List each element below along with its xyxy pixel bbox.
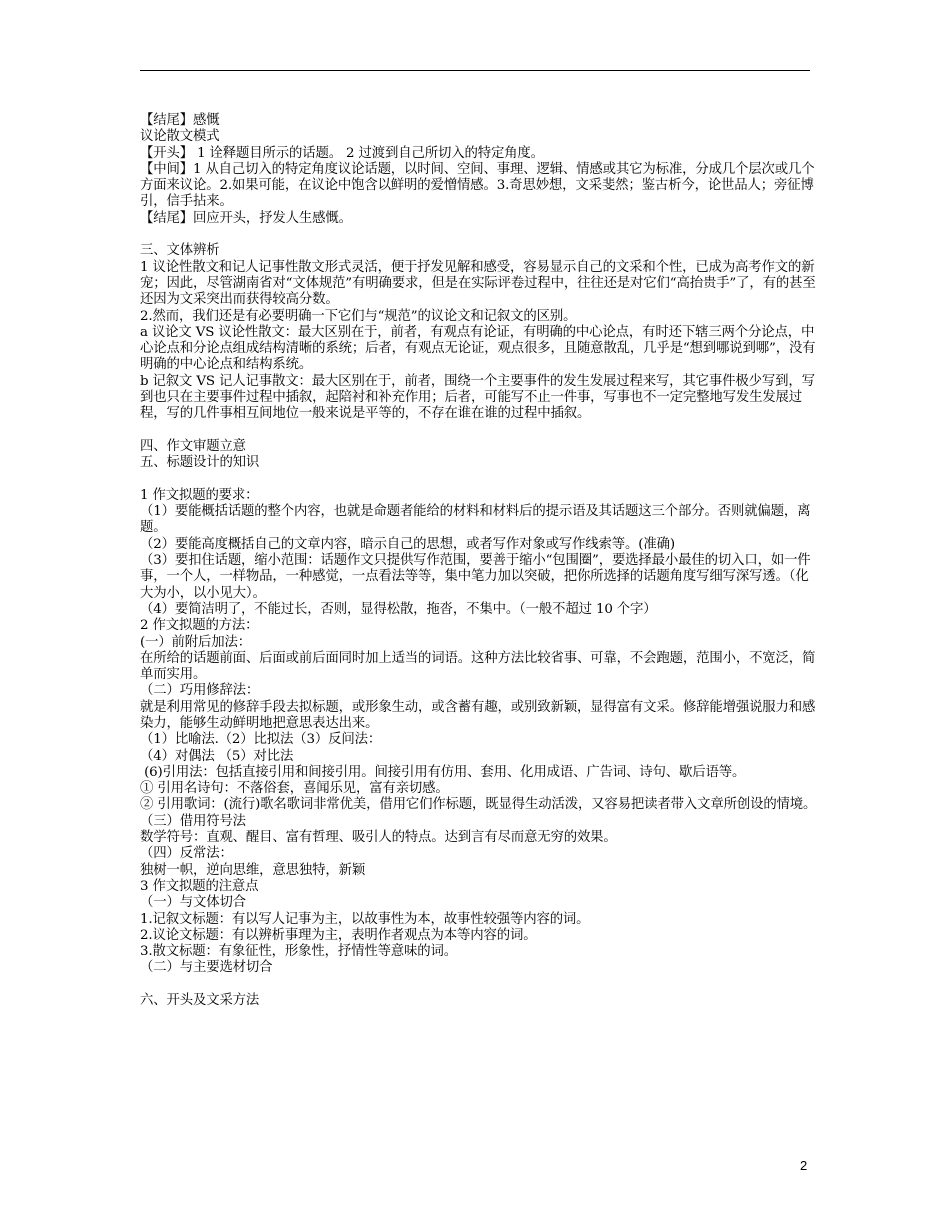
blank-line	[140, 227, 818, 243]
text-line: 就是利用常见的修辞手段去拟标题，或形象生动，或含蓄有趣，或别致新颖，显得富有文采。修辞能增强说服力和感染力，能够生动鲜明地把意思表达出来。	[140, 699, 816, 731]
text-line: 议论散文模式	[140, 129, 220, 145]
text-line: 2.议论文标题：有以辨析事理为主，表明作者观点为本等内容的词。	[140, 927, 537, 943]
text-line: 【开头】 1 诠释题目所示的话题。 2 过渡到自己所切入的特定角度。	[140, 145, 544, 161]
text-line: b 记叙文 VS 记人记事散文：最大区别在于，前者，围绕一个主要事件的发生发展过程来写，其它事件极少写到，写到也只在主要事件过程中插叙，起陪衬和补充作用；后者，可能写不止一件事，写事也不一定完整地写发生发展过程，写的几件事相互间地位一般来说是平等的，不存在谁在谁的过程中插叙。	[140, 373, 815, 422]
text-line: 【中间】1 从自己切入的特定角度议论话题，以时间、空间、事理、逻辑、情感或其它为标准，分成几个层次或几个方面来议论。2.如果可能，在议论中饱含以鲜明的爱憎情感。3.奇思妙想，文采斐然；鉴古析今，论世品人；旁征博引，信手拈来。	[140, 161, 815, 210]
text-line: 1 作文拟题的要求：	[140, 487, 259, 503]
text-line: （二）巧用修辞法：	[140, 683, 260, 699]
text-line: ① 引用名诗句：不落俗套，喜闻乐见，富有亲切感。	[140, 781, 449, 797]
text-line: （三）借用符号法	[140, 813, 246, 829]
text-line: (6)引用法：包括直接引用和间接引用。间接引用有仿用、套用、化用成语、广告词、诗句、歇后语等。	[140, 764, 746, 780]
text-line: （二）与主要选材切合	[140, 960, 273, 976]
blank-line	[140, 472, 818, 488]
text-line: ② 引用歌词：(流行)歌名歌词非常优美，借用它们作标题，既显得生动活泼，又容易把读者带入文章所创设的情境。	[140, 797, 817, 813]
text-line: 2 作文拟题的方法：	[140, 618, 259, 634]
document-body	[140, 113, 818, 1009]
text-line: 【结尾】感慨	[140, 113, 220, 128]
text-line: 在所给的话题前面、后面或前后面同时加上适当的词语。这种方法比较省事、可靠，不会跑题，范围小，不宽泛，简单而实用。	[140, 650, 816, 683]
text-line: （四）反常法：	[140, 846, 233, 862]
text-line: 四、作文审题立意	[140, 438, 246, 454]
page-number: 2	[800, 1158, 808, 1173]
text-line: (一）前附后加法：	[140, 634, 251, 650]
text-line: （3）要扣住话题，缩小范围：话题作文只提供写作范围，要善于缩小“包围圈”，要选择最小最佳的切入口，如一件事，一个人，一样物品，一种感觉，一点看法等等，集中笔力加以突破，把你所选择的话题角度写细写深写透。（化大为小，以小见大）。	[140, 553, 811, 601]
text-line: 2.然而，我们还是有必要明确一下它们与“规范”的议论文和记叙文的区别。	[140, 308, 577, 324]
text-line: 独树一帜，逆向思维，意思独特，新颖	[140, 862, 366, 878]
text-line: 六、开头及文采方法	[140, 993, 260, 1009]
text-line: （一）与文体切合	[140, 895, 246, 911]
text-line: （4）对偶法 （5）对比法	[140, 748, 294, 764]
text-line: 3 作文拟题的注意点	[140, 878, 259, 894]
text-line: 1.记叙文标题：有以写人记事为主，以故事性为本，故事性较强等内容的词。	[140, 911, 590, 927]
blank-line	[140, 977, 818, 993]
text-line: 五、标题设计的知识	[140, 455, 260, 471]
text-line: （4）要简洁明了，不能过长，否则，显得松散，拖沓，不集中。（一般不超过 10 个字）	[140, 601, 657, 617]
header-rule	[140, 70, 810, 71]
blank-line	[140, 423, 818, 439]
text-line: 3.散文标题：有象征性，形象性，抒情性等意味的词。	[140, 944, 458, 960]
text-line: （2）要能高度概括自己的文章内容，暗示自己的思想，或者写作对象或写作线索等。(准确)	[140, 536, 675, 552]
text-line: （1）比喻法.（2）比拟法（3）反问法：	[140, 732, 382, 748]
text-line: 数学符号：直观、醒目、富有哲理、吸引人的特点。达到言有尽而意无穷的效果。	[140, 830, 617, 846]
text-line: 1 议论性散文和记人记事性散文形式灵活，便于抒发见解和感受，容易显示自己的文采和个性，已成为高考作文的新宠；因此，尽管湖南省对“文体规范”有明确要求，但是在实际评卷过程中，往往还是对它们“高抬贵手”了，有的甚至还因为文采突出而获得较高分数。	[140, 259, 816, 308]
text-line: （1）要能概括话题的整个内容，也就是命题者能给的材料和材料后的提示语及其话题这三个部分。否则就偏题，离题。	[140, 504, 811, 536]
text-line: a 议论文 VS 议论性散文：最大区别在于，前者，有观点有论证，有明确的中心论点，有时还下辖三两个分论点，中心论点和分论点组成结构清晰的系统；后者，有观点无论证，观点很多，且随意散乱，几乎是“想到哪说到哪”，没有明确的中心论点和结构系统。	[140, 324, 816, 373]
text-line: 【结尾】回应开头，抒发人生感慨。	[140, 210, 352, 226]
text-line: 三、文体辨析	[140, 243, 220, 259]
